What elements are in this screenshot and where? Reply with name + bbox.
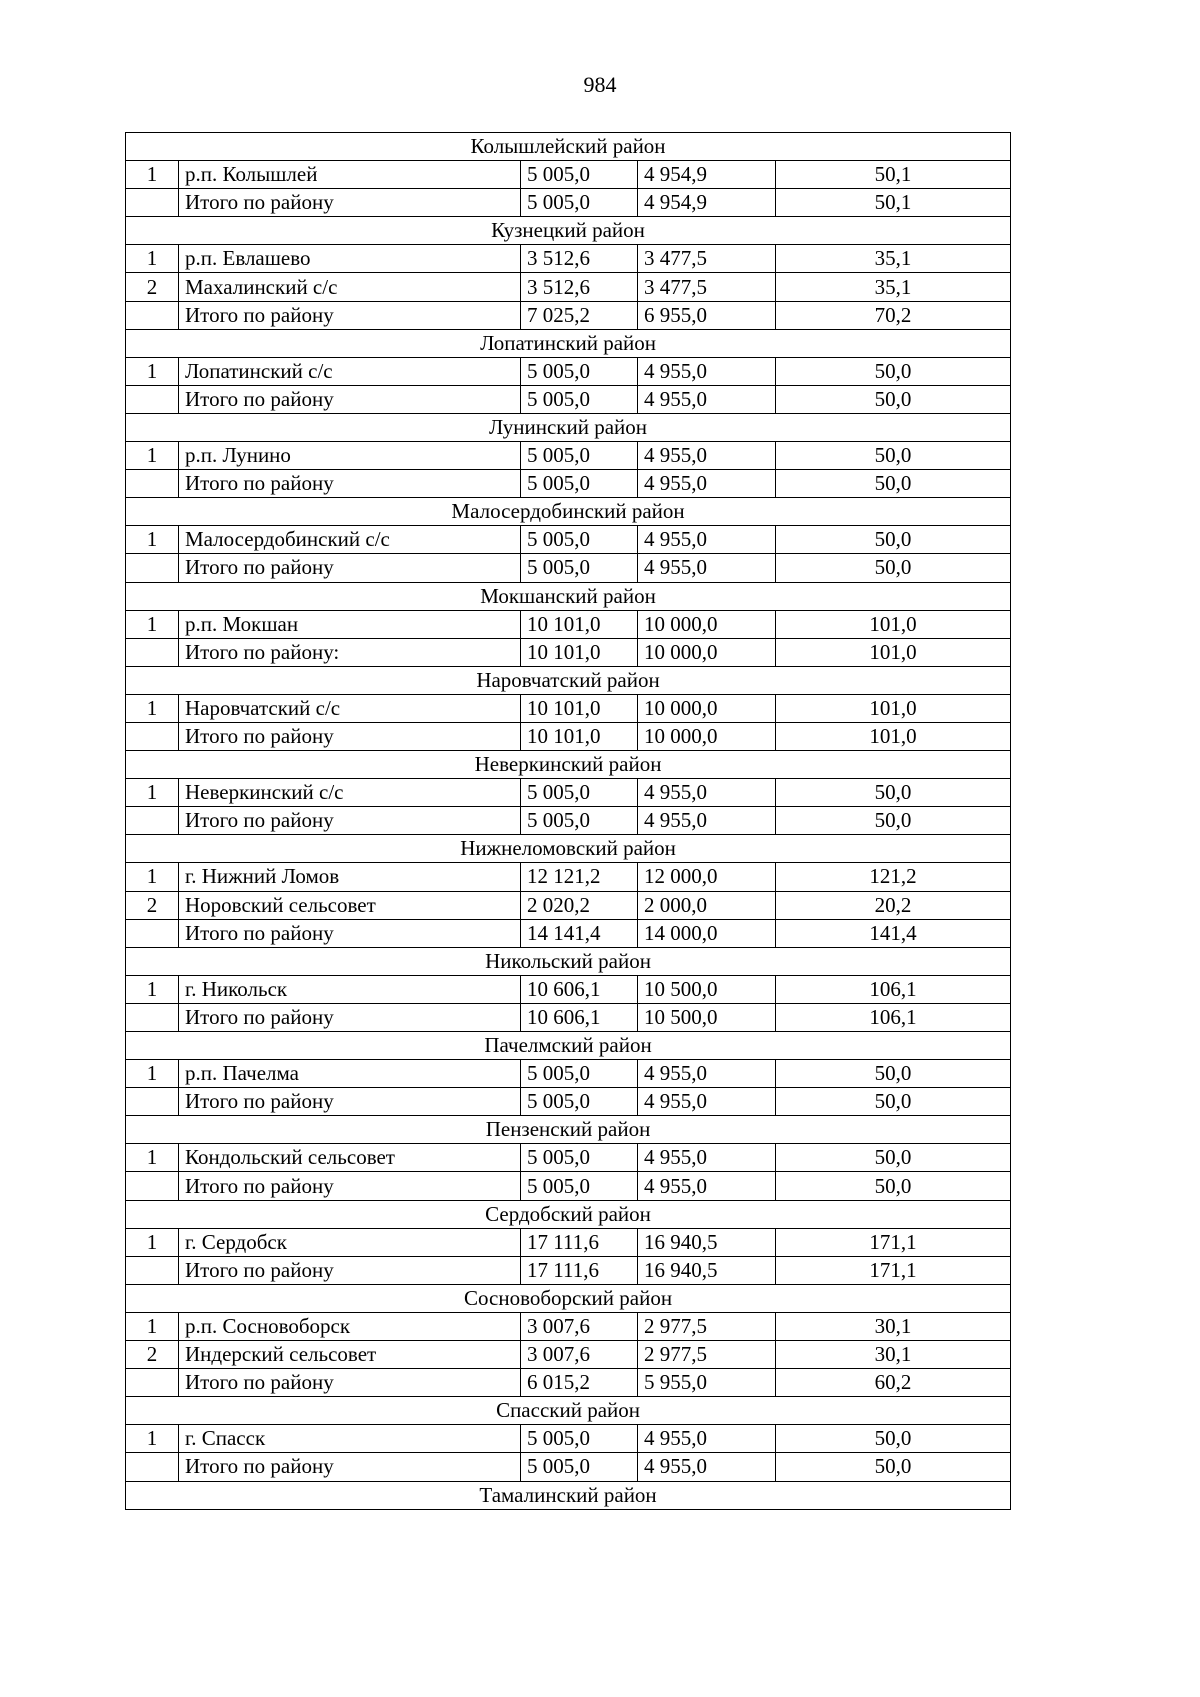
district-header-row (126, 133, 1011, 161)
settlement-name: Индерский сельсовет (179, 1341, 521, 1369)
district-name: Лопатинский район (126, 329, 1011, 357)
value-2: 2 977,5 (638, 1341, 776, 1369)
total-row (126, 385, 1011, 413)
value-2: 2 000,0 (638, 891, 776, 919)
value-3: 50,0 (776, 470, 1011, 498)
value-2: 6 955,0 (638, 301, 776, 329)
settlement-name: р.п. Мокшан (179, 610, 521, 638)
value-1: 5 005,0 (521, 1088, 638, 1116)
value-3: 106,1 (776, 975, 1011, 1003)
settlement-name: Итого по району (179, 385, 521, 413)
settlement-name: Итого по району (179, 301, 521, 329)
table-row (126, 779, 1011, 807)
value-2: 4 955,0 (638, 554, 776, 582)
value-1: 5 005,0 (521, 1172, 638, 1200)
row-number: 1 (126, 1425, 179, 1453)
value-3: 30,1 (776, 1341, 1011, 1369)
value-1: 5 005,0 (521, 161, 638, 189)
table-row (126, 161, 1011, 189)
value-1: 7 025,2 (521, 301, 638, 329)
settlement-name: р.п. Лунино (179, 442, 521, 470)
row-number: 1 (126, 357, 179, 385)
value-1: 10 606,1 (521, 1003, 638, 1031)
value-3: 171,1 (776, 1256, 1011, 1284)
settlement-name: Итого по району (179, 554, 521, 582)
table-row (126, 526, 1011, 554)
value-2: 4 954,9 (638, 189, 776, 217)
value-3: 101,0 (776, 694, 1011, 722)
table-row (126, 1060, 1011, 1088)
value-2: 5 955,0 (638, 1369, 776, 1397)
value-1: 10 101,0 (521, 694, 638, 722)
value-1: 5 005,0 (521, 1453, 638, 1481)
value-1: 6 015,2 (521, 1369, 638, 1397)
value-3: 101,0 (776, 638, 1011, 666)
settlement-name: Итого по району (179, 189, 521, 217)
value-3: 50,0 (776, 1425, 1011, 1453)
total-row (126, 470, 1011, 498)
table-row (126, 694, 1011, 722)
row-number (126, 1088, 179, 1116)
value-2: 12 000,0 (638, 863, 776, 891)
value-1: 5 005,0 (521, 189, 638, 217)
row-number (126, 722, 179, 750)
row-number (126, 1369, 179, 1397)
table-body (126, 133, 1011, 1510)
value-2: 16 940,5 (638, 1256, 776, 1284)
table-row (126, 610, 1011, 638)
row-number: 1 (126, 161, 179, 189)
value-2: 4 955,0 (638, 1060, 776, 1088)
row-number (126, 919, 179, 947)
total-row (126, 1453, 1011, 1481)
settlement-name: Норовский сельсовет (179, 891, 521, 919)
budget-table (125, 132, 1011, 1510)
value-3: 50,0 (776, 442, 1011, 470)
value-1: 5 005,0 (521, 385, 638, 413)
page-number: 984 (583, 72, 617, 97)
table-row (126, 357, 1011, 385)
table-row (126, 245, 1011, 273)
value-1: 2 020,2 (521, 891, 638, 919)
row-number: 1 (126, 610, 179, 638)
district-header-row (126, 1481, 1011, 1509)
table-row (126, 1341, 1011, 1369)
table-row (126, 1312, 1011, 1340)
district-header-row (126, 498, 1011, 526)
settlement-name: р.п. Евлашево (179, 245, 521, 273)
district-name: Сосновоборский район (126, 1284, 1011, 1312)
district-name: Кузнецкий район (126, 217, 1011, 245)
table-row (126, 863, 1011, 891)
value-2: 4 955,0 (638, 1453, 776, 1481)
table-row (126, 1425, 1011, 1453)
value-2: 4 955,0 (638, 470, 776, 498)
table-row (126, 1144, 1011, 1172)
settlement-name: Итого по району (179, 919, 521, 947)
district-header-row (126, 413, 1011, 441)
settlement-name: Лопатинский с/с (179, 357, 521, 385)
table-row (126, 1228, 1011, 1256)
value-3: 121,2 (776, 863, 1011, 891)
settlement-name: Неверкинский с/с (179, 779, 521, 807)
value-2: 4 955,0 (638, 1172, 776, 1200)
district-header-row (126, 666, 1011, 694)
settlement-name: г. Нижний Ломов (179, 863, 521, 891)
value-2: 4 955,0 (638, 807, 776, 835)
value-3: 50,0 (776, 1453, 1011, 1481)
district-header-row (126, 1397, 1011, 1425)
row-number: 2 (126, 273, 179, 301)
value-3: 141,4 (776, 919, 1011, 947)
settlement-name: Махалинский с/с (179, 273, 521, 301)
settlement-name: Итого по району (179, 1003, 521, 1031)
row-number (126, 301, 179, 329)
district-name: Нижнеломовский район (126, 835, 1011, 863)
value-1: 5 005,0 (521, 554, 638, 582)
value-2: 4 955,0 (638, 526, 776, 554)
value-2: 4 955,0 (638, 1425, 776, 1453)
value-1: 5 005,0 (521, 1060, 638, 1088)
row-number (126, 385, 179, 413)
total-row (126, 722, 1011, 750)
value-3: 50,0 (776, 526, 1011, 554)
value-2: 4 955,0 (638, 442, 776, 470)
row-number: 1 (126, 779, 179, 807)
district-header-row (126, 329, 1011, 357)
value-3: 70,2 (776, 301, 1011, 329)
row-number (126, 1003, 179, 1031)
district-name: Пачелмский район (126, 1032, 1011, 1060)
value-2: 4 955,0 (638, 385, 776, 413)
value-1: 3 512,6 (521, 273, 638, 301)
value-2: 10 000,0 (638, 610, 776, 638)
value-2: 4 954,9 (638, 161, 776, 189)
district-header-row (126, 1032, 1011, 1060)
district-header-row (126, 1200, 1011, 1228)
row-number: 1 (126, 1144, 179, 1172)
value-1: 5 005,0 (521, 807, 638, 835)
row-number: 1 (126, 1228, 179, 1256)
settlement-name: Итого по району (179, 470, 521, 498)
district-header-row (126, 751, 1011, 779)
total-row (126, 1172, 1011, 1200)
value-3: 50,0 (776, 385, 1011, 413)
district-name: Неверкинский район (126, 751, 1011, 779)
value-2: 10 000,0 (638, 638, 776, 666)
value-2: 16 940,5 (638, 1228, 776, 1256)
settlement-name: Итого по району: (179, 638, 521, 666)
district-header-row (126, 217, 1011, 245)
district-name: Никольский район (126, 947, 1011, 975)
value-1: 5 005,0 (521, 470, 638, 498)
settlement-name: Кондольский сельсовет (179, 1144, 521, 1172)
value-1: 3 007,6 (521, 1312, 638, 1340)
district-name: Тамалинский район (126, 1481, 1011, 1509)
row-number: 1 (126, 526, 179, 554)
total-row (126, 1088, 1011, 1116)
value-2: 4 955,0 (638, 357, 776, 385)
settlement-name: Итого по району (179, 1369, 521, 1397)
district-name: Пензенский район (126, 1116, 1011, 1144)
value-1: 5 005,0 (521, 1425, 638, 1453)
value-2: 10 500,0 (638, 1003, 776, 1031)
row-number (126, 470, 179, 498)
settlement-name: Итого по району (179, 1256, 521, 1284)
district-header-row (126, 1116, 1011, 1144)
value-1: 10 101,0 (521, 638, 638, 666)
settlement-name: р.п. Сосновоборск (179, 1312, 521, 1340)
row-number (126, 189, 179, 217)
row-number: 1 (126, 975, 179, 1003)
value-1: 10 101,0 (521, 722, 638, 750)
settlement-name: Итого по району (179, 1453, 521, 1481)
table-row (126, 273, 1011, 301)
value-1: 5 005,0 (521, 442, 638, 470)
value-1: 3 007,6 (521, 1341, 638, 1369)
value-3: 20,2 (776, 891, 1011, 919)
value-1: 10 606,1 (521, 975, 638, 1003)
value-1: 17 111,6 (521, 1228, 638, 1256)
settlement-name: Итого по району (179, 1088, 521, 1116)
value-2: 4 955,0 (638, 1088, 776, 1116)
settlement-name: Итого по району (179, 1172, 521, 1200)
value-2: 4 955,0 (638, 1144, 776, 1172)
table-row (126, 442, 1011, 470)
value-2: 2 977,5 (638, 1312, 776, 1340)
district-name: Лунинский район (126, 413, 1011, 441)
district-name: Малосердобинский район (126, 498, 1011, 526)
settlement-name: г. Сердобск (179, 1228, 521, 1256)
table-row (126, 975, 1011, 1003)
row-number (126, 807, 179, 835)
value-2: 10 000,0 (638, 722, 776, 750)
value-1: 10 101,0 (521, 610, 638, 638)
value-1: 12 121,2 (521, 863, 638, 891)
row-number: 1 (126, 1060, 179, 1088)
value-1: 5 005,0 (521, 1144, 638, 1172)
total-row (126, 1003, 1011, 1031)
value-3: 50,0 (776, 1088, 1011, 1116)
value-3: 50,1 (776, 189, 1011, 217)
value-2: 3 477,5 (638, 273, 776, 301)
row-number: 1 (126, 245, 179, 273)
settlement-name: Малосердобинский с/с (179, 526, 521, 554)
total-row (126, 919, 1011, 947)
value-3: 50,0 (776, 779, 1011, 807)
value-3: 101,0 (776, 722, 1011, 750)
value-3: 35,1 (776, 245, 1011, 273)
value-2: 10 000,0 (638, 694, 776, 722)
row-number: 2 (126, 891, 179, 919)
settlement-name: г. Спасск (179, 1425, 521, 1453)
settlement-name: р.п. Колышлей (179, 161, 521, 189)
total-row (126, 638, 1011, 666)
value-2: 3 477,5 (638, 245, 776, 273)
settlement-name: р.п. Пачелма (179, 1060, 521, 1088)
value-3: 50,1 (776, 161, 1011, 189)
settlement-name: г. Никольск (179, 975, 521, 1003)
total-row (126, 1369, 1011, 1397)
district-header-row (126, 947, 1011, 975)
value-3: 101,0 (776, 610, 1011, 638)
row-number: 2 (126, 1341, 179, 1369)
total-row (126, 301, 1011, 329)
value-2: 4 955,0 (638, 779, 776, 807)
district-header-row (126, 582, 1011, 610)
value-3: 30,1 (776, 1312, 1011, 1340)
total-row (126, 807, 1011, 835)
row-number: 1 (126, 863, 179, 891)
row-number (126, 1172, 179, 1200)
district-header-row (126, 835, 1011, 863)
district-name: Мокшанский район (126, 582, 1011, 610)
value-3: 50,0 (776, 1144, 1011, 1172)
total-row (126, 554, 1011, 582)
settlement-name: Наровчатский с/с (179, 694, 521, 722)
value-3: 50,0 (776, 1172, 1011, 1200)
value-3: 171,1 (776, 1228, 1011, 1256)
settlement-name: Итого по району (179, 807, 521, 835)
value-2: 14 000,0 (638, 919, 776, 947)
row-number: 1 (126, 1312, 179, 1340)
row-number (126, 554, 179, 582)
value-3: 35,1 (776, 273, 1011, 301)
district-name: Наровчатский район (126, 666, 1011, 694)
district-name: Спасский район (126, 1397, 1011, 1425)
value-3: 106,1 (776, 1003, 1011, 1031)
value-3: 50,0 (776, 1060, 1011, 1088)
value-1: 5 005,0 (521, 357, 638, 385)
value-1: 14 141,4 (521, 919, 638, 947)
district-header-row (126, 1284, 1011, 1312)
value-1: 3 512,6 (521, 245, 638, 273)
settlement-name: Итого по району (179, 722, 521, 750)
district-name: Колышлейский район (126, 133, 1011, 161)
value-1: 5 005,0 (521, 526, 638, 554)
row-number: 1 (126, 442, 179, 470)
district-name: Сердобский район (126, 1200, 1011, 1228)
value-2: 10 500,0 (638, 975, 776, 1003)
row-number: 1 (126, 694, 179, 722)
row-number (126, 1453, 179, 1481)
row-number (126, 1256, 179, 1284)
row-number (126, 638, 179, 666)
total-row (126, 1256, 1011, 1284)
table-row (126, 891, 1011, 919)
value-3: 50,0 (776, 554, 1011, 582)
value-3: 50,0 (776, 357, 1011, 385)
value-1: 5 005,0 (521, 779, 638, 807)
value-1: 17 111,6 (521, 1256, 638, 1284)
total-row (126, 189, 1011, 217)
value-3: 60,2 (776, 1369, 1011, 1397)
value-3: 50,0 (776, 807, 1011, 835)
